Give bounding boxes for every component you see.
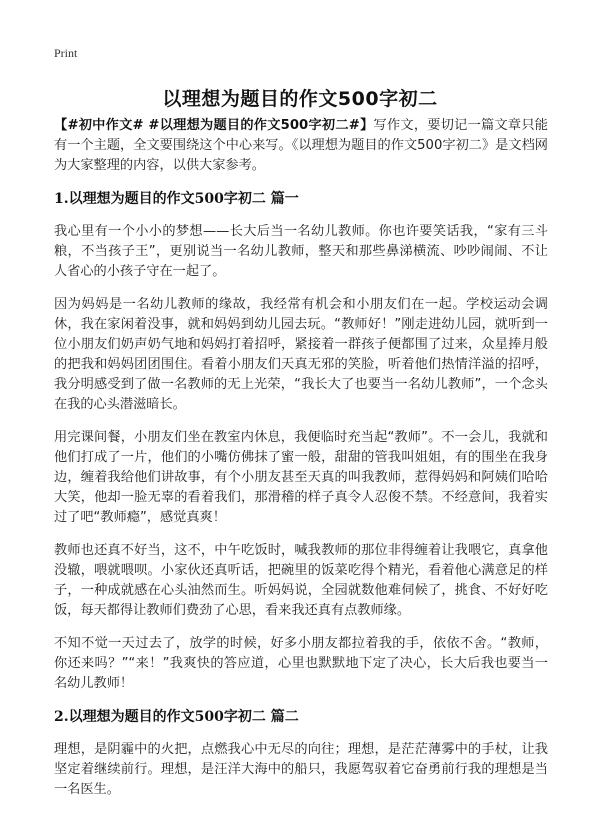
intro-keyword-tags: 【#初中作文# #以理想为题目的作文500字初二#】: [54, 118, 374, 133]
body-paragraph: 教师也还真不好当，这不，中午吃饭时，喊我教师的那位非得缠着让我喂它，真拿他没辙，喂就喂呗。小家伙还真听话，把碗里的饭菜吃得个精光，看着他心满意足的样子，一种成就感在心头油然而生。听妈妈说，全园就数他难伺候了，挑食、不好好吃饭，每天都得让教师们费劲了心思，看来我还真有点教师缘。: [54, 543, 548, 618]
document-body: [54, 116, 548, 813]
body-paragraph: 不知不觉一天过去了，放学的时候，好多小朋友都拉着我的手，依依不舍。“教师，你还来吗？”“来！”我爽快的答应道，心里也默默地下定了决心，长大后我也要当一名幼儿教师！: [54, 636, 548, 691]
print-link[interactable]: Print: [54, 46, 78, 60]
section-2: [54, 707, 548, 800]
section-heading: 1.以理想为题目的作文500字初二 篇一: [54, 191, 299, 207]
body-paragraph: 因为妈妈是一名幼儿教师的缘故，我经常有机会和小朋友们在一起。学校运动会调休，我在家闲着没事，就和妈妈到幼儿园去玩。“教师好！”刚走进幼儿园，就听到一位小朋友们奶声奶气地和妈妈打着招呼，紧接着一群孩子便都围了过来，众星捧月般的把我和妈妈团团围住。看着小朋友们天真无邪的笑脸，听着他们热情洋溢的招呼，我分明感受到了做一名教师的无上光荣，“我长大了也要当一名幼儿教师”，一个念头在我的心头潜滋暗长。: [54, 297, 548, 412]
section-1: [54, 189, 548, 694]
body-paragraph: 理想，是阴霾中的火把，点燃我心中无尽的向往；理想，是茫茫薄雾中的手杖，让我坚定着继续前行。理想，是汪洋大海中的船只，我愿驾驭着它奋勇前行我的理想是当一名医生。: [54, 742, 548, 797]
intro-text: 写作文，要切记一篇文章只能有一个主题，全文要围绕这个中心来写。《以理想为题目的作文500字初二》是文档网为大家整理的内容，以供大家参考。: [54, 118, 548, 173]
section-heading: 2.以理想为题目的作文500字初二 篇二: [54, 709, 299, 725]
document-title: 以理想为题目的作文500字初二: [162, 88, 438, 110]
body-paragraph: 用完课间餐，小朋友们坐在教室内休息，我便临时充当起“教师”。不一会儿，我就和他们打成了一片，他们的小嘴仿佛抹了蜜一般，甜甜的管我叫姐姐，有的围坐在我身边，缠着我给他们讲故事，有个小朋友甚至天真的叫我教师，惹得妈妈和阿姨们哈哈大笑，他却一脸无辜的看着我们，那滑稽的样子真令人忍俊不禁。不经意间，我着实过了吧“教师瘾”，感觉真爽！: [54, 430, 548, 525]
body-paragraph: 我心里有一个小小的梦想——长大后当一名幼儿教师。你也许要笑话我，“家有三斗粮，不当孩子王”，更别说当一名幼儿教师，整天和那些鼻涕横流、吵吵闹闹、不让人省心的小孩子守在一起了。: [54, 224, 548, 279]
intro-paragraph: [54, 116, 548, 176]
